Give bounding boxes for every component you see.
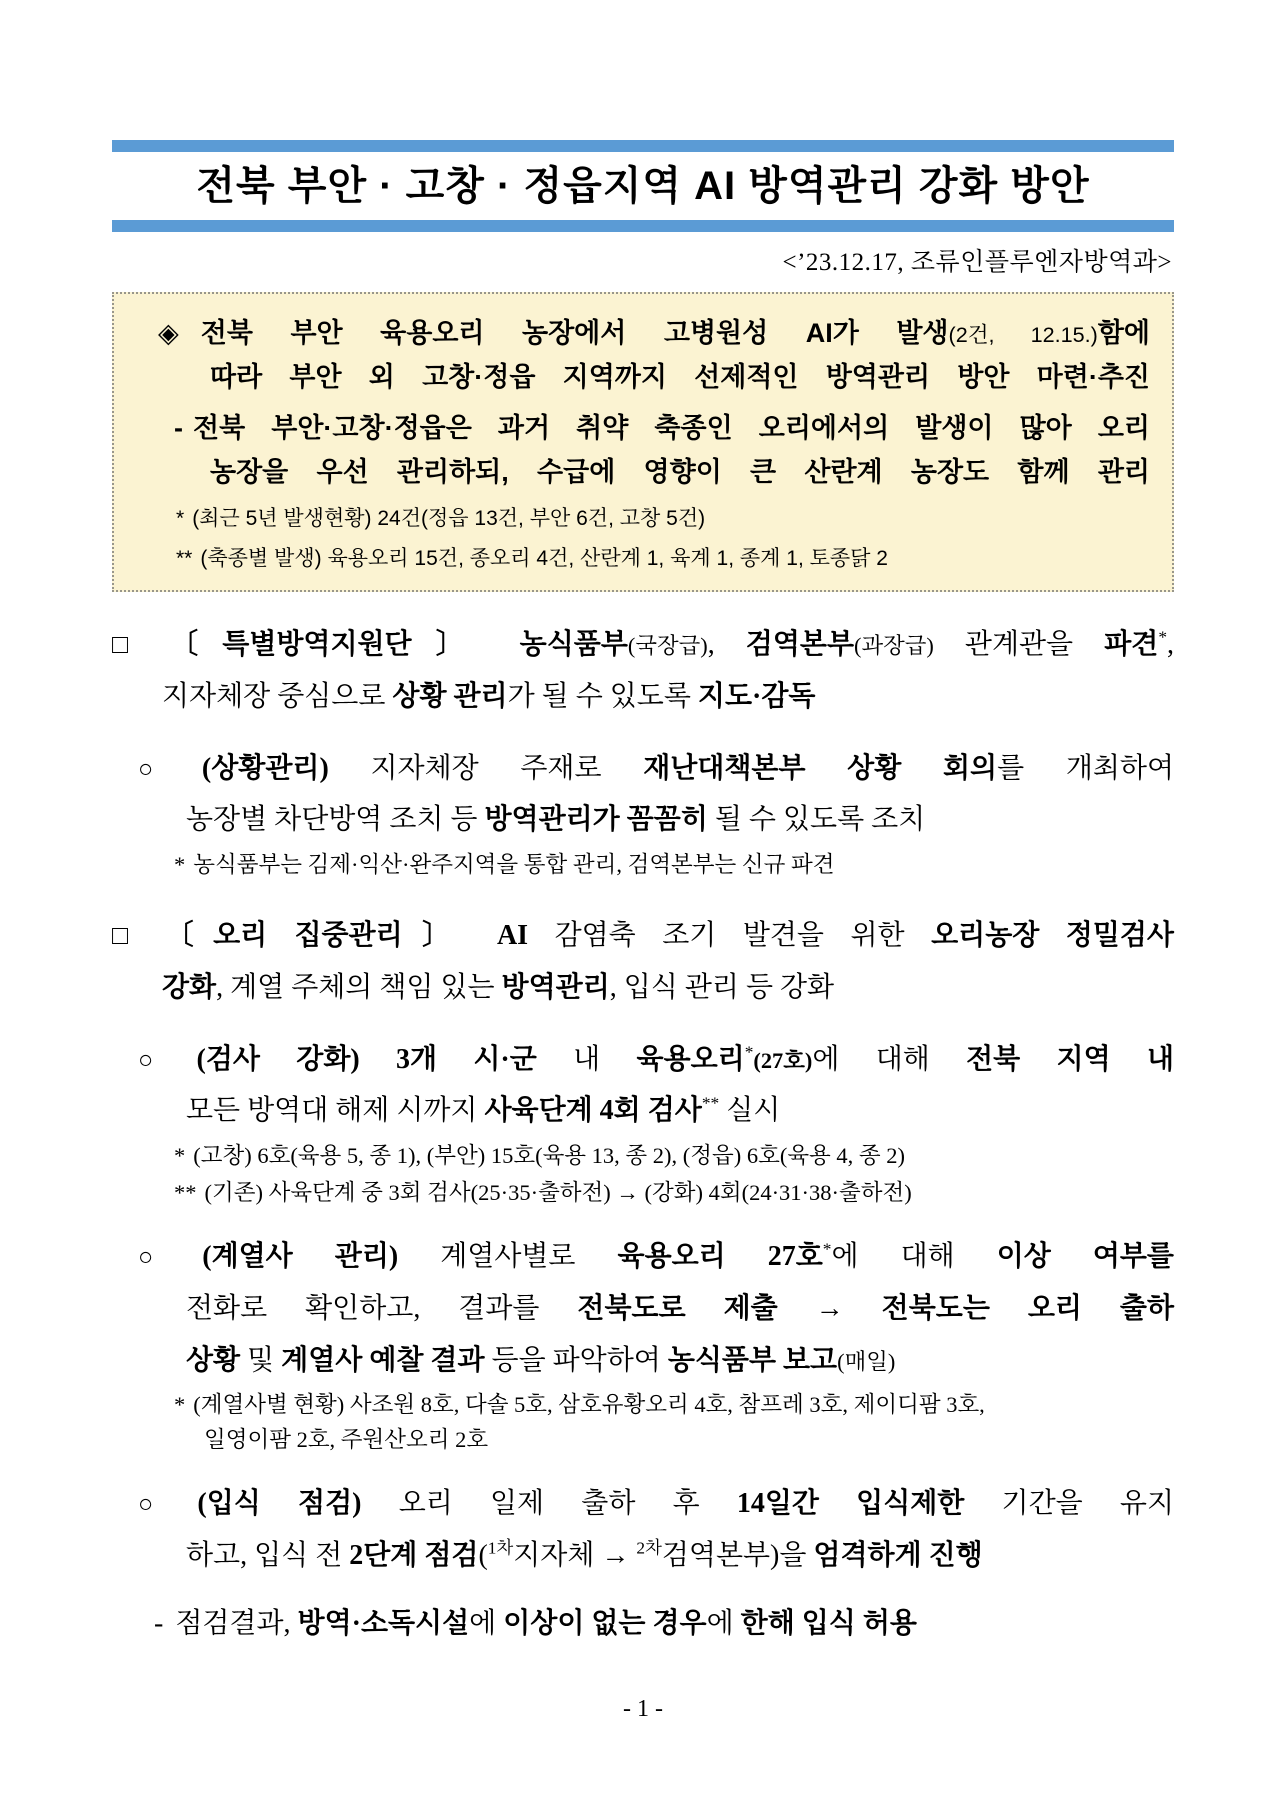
text-run: 전북 부안 육용오리 농장에서 고병원성 AI가 발생	[200, 318, 949, 348]
text-run: 에 대해	[831, 1241, 997, 1273]
text-run: 파견	[1104, 629, 1159, 661]
text-run: 3개 시·군	[396, 1043, 537, 1075]
summary-box	[112, 292, 1174, 592]
text-run: (고창) 6호(육용 5, 종 1), (부안) 15호(육용 13, 종 2), (정읍) 6호(육용 4, 종 2)	[193, 1143, 906, 1169]
text-run: 농식품부는 김제·익산·완주지역을 통합 관리, 검역본부는 신규 파견	[193, 852, 835, 878]
text-run: 재난대책본부 상황 회의	[643, 752, 998, 784]
text-run: 강화	[162, 971, 217, 1003]
text-run: **	[701, 1094, 720, 1114]
summary-footnote	[136, 503, 1150, 536]
document-body	[112, 618, 1174, 1650]
text-run: 전북 지역 내	[966, 1043, 1174, 1075]
summary-footnote	[136, 543, 1150, 576]
bullet-marker: □	[112, 629, 153, 660]
summary-line	[136, 312, 1150, 356]
bullet-marker: *	[174, 852, 186, 878]
text-run: 검역본부)을	[661, 1539, 814, 1571]
text-run: 방역관리	[501, 971, 610, 1003]
footnote-line	[174, 1176, 1174, 1211]
text-run: (계열사 관리)	[202, 1241, 441, 1273]
bullet-line	[138, 1034, 1174, 1086]
text-run: 지자체장 주재로	[370, 752, 644, 784]
text-run: 농식품부	[519, 629, 628, 661]
bullet-marker: ○	[138, 1244, 189, 1272]
text-run: 점검결과,	[175, 1607, 298, 1639]
text-run: (입식 점검)	[197, 1488, 399, 1520]
bullet-marker: ○	[138, 1046, 183, 1074]
text-run: (	[478, 1539, 488, 1571]
text-run: 함에	[1097, 318, 1150, 348]
text-run: 따라 부안 외 고창·정읍 지역까지 선제적인 방역관리 방안 마련·추진	[210, 361, 1150, 392]
text-run: 2차	[636, 1538, 662, 1558]
text-run: (검사 강화)	[196, 1043, 397, 1075]
text-run: 계열사 예찰 결과	[281, 1344, 485, 1376]
text-run: (2건, 12.15.)	[948, 322, 1098, 347]
text-run: , 입식 관리 등 강화	[609, 971, 835, 1003]
bullet-line	[138, 794, 1174, 846]
summary-subline	[136, 451, 1150, 495]
text-run: 모든 방역대 해제 시까지	[186, 1095, 485, 1127]
bullet-marker: *	[176, 506, 185, 530]
title-block	[112, 140, 1174, 278]
bullet-marker: **	[176, 547, 193, 571]
section-heading-line	[112, 909, 1174, 962]
bullet-marker: ○	[138, 1491, 184, 1519]
text-run: 육용오리	[636, 1043, 745, 1075]
text-run: 1차	[487, 1538, 514, 1558]
text-run: 전북도는 오리 출하	[881, 1292, 1175, 1324]
text-run: *	[1158, 627, 1167, 647]
text-run: ,	[1167, 629, 1174, 661]
bullet-marker: ◈	[158, 318, 179, 348]
bullet-marker: ○	[138, 755, 188, 783]
text-run: 〔오리 집중관리〕	[165, 919, 497, 951]
bullet-line	[138, 1478, 1174, 1530]
text-run: 가 될 수 있도록	[507, 680, 698, 712]
text-run: (상황관리)	[201, 752, 371, 784]
title-top-bar	[112, 140, 1174, 152]
text-run: 전북도로 제출	[577, 1292, 778, 1324]
text-run: (국장급)	[627, 633, 708, 659]
text-run: 농장별 차단방역 조치 등	[186, 804, 485, 836]
text-run: 관계관을	[933, 629, 1105, 661]
bullet-line	[138, 743, 1174, 795]
text-run: 내	[536, 1043, 637, 1075]
text-run: 사육단계 4회 검사	[484, 1095, 702, 1127]
text-run: 될 수 있도록 조치	[707, 804, 926, 836]
text-run: (27호)	[753, 1047, 813, 1073]
text-run: 방역관리가 꼼꼼히	[484, 804, 708, 836]
bullet-line	[138, 1231, 1174, 1283]
text-run: (매일)	[837, 1348, 896, 1374]
text-run: 에	[706, 1607, 741, 1639]
text-run: →	[777, 1292, 882, 1324]
text-run: 엄격하게 진행	[813, 1539, 983, 1571]
sub-item-line	[154, 1598, 1174, 1650]
title-bottom-bar	[112, 220, 1174, 232]
text-run: 기간을 유지	[964, 1488, 1174, 1520]
text-run: AI	[496, 920, 529, 952]
text-run: 및	[240, 1344, 282, 1376]
section-heading-line	[112, 962, 1174, 1014]
summary-line	[136, 356, 1150, 400]
text-run: 일영이팜 2호, 주원산오리 2호	[204, 1427, 489, 1453]
text-run: (계열사별 현황) 사조원 8호, 다솔 5호, 삼호유황오리 4호, 참프레 3호, 제이디팜 3호,	[193, 1392, 985, 1418]
text-run: 오리농장 정밀검사	[931, 920, 1174, 952]
text-run: 방역·소독시설	[297, 1607, 470, 1639]
text-run: *	[822, 1239, 832, 1259]
text-run: 오리 일제 출하 후	[398, 1488, 737, 1520]
text-run: 이상이 없는 경우	[503, 1607, 707, 1639]
footnote-line	[174, 1388, 1174, 1423]
summary-subline	[136, 407, 1150, 451]
text-run: 농식품부 보고	[667, 1344, 838, 1376]
text-run: 에 대해	[812, 1043, 967, 1075]
page-number: - 1 -	[623, 1695, 663, 1722]
bullet-marker: *	[174, 1392, 186, 1418]
text-run: 한해 입식 허용	[740, 1607, 917, 1639]
text-run: 2단계 점검	[349, 1539, 479, 1571]
text-run: (기존) 사육단계 중 3회 검사(25·35·출하전) → (강화) 4회(24·31·38·출하전)	[204, 1180, 912, 1206]
text-run: 상황	[186, 1344, 241, 1376]
text-run: 지자체장 중심으로	[162, 680, 393, 712]
text-run: 전화로 확인하고, 결과를	[186, 1292, 578, 1324]
text-run: 〔특별방역지원단〕	[170, 628, 520, 660]
text-run: *	[744, 1042, 754, 1062]
footnote-line	[204, 1423, 1174, 1458]
text-run: 이상 여부를	[996, 1241, 1174, 1273]
bullet-marker: **	[174, 1180, 197, 1206]
text-run: 육용오리 27호	[617, 1241, 823, 1273]
text-run: 하고, 입식 전	[186, 1539, 350, 1571]
text-run: 농장을 우선 관리하되, 수급에 영향이 큰 산란계 농장도 함께 관리	[210, 457, 1150, 488]
text-run: 등을 파악하여	[484, 1344, 668, 1376]
date-department-line: <’23.12.17, 조류인플루엔자방역과>	[782, 249, 1172, 276]
bullet-marker: □	[112, 920, 148, 951]
bullet-line	[138, 1530, 1174, 1582]
footnote-line	[174, 1139, 1174, 1174]
bullet-line	[138, 1335, 1174, 1387]
text-run: 전북 부안·고창·정읍은 과거 취약 축종인 오리에서의 발생이 많아 오리	[193, 413, 1150, 444]
bullet-marker: -	[174, 413, 183, 444]
text-run: 를 개최하여	[997, 752, 1175, 784]
text-run: 실시	[719, 1095, 781, 1127]
document-title: 전북 부안 · 고창 · 정읍지역 AI 방역관리 강화 방안	[196, 164, 1090, 208]
footnote-line	[174, 848, 1174, 883]
bullet-line	[138, 1085, 1174, 1137]
text-run: (축종별 발생) 육용오리 15건, 종오리 4건, 산란계 1, 육계 1, 종계 1, 토종닭 2	[200, 547, 888, 571]
section-heading-line	[112, 671, 1174, 723]
section-heading-line	[112, 618, 1174, 671]
bullet-line	[138, 1283, 1174, 1335]
bullet-marker: -	[154, 1607, 164, 1639]
text-run: 지도·감독	[697, 680, 816, 712]
text-run: 상황 관리	[392, 680, 508, 712]
text-run: 14일간 입식제한	[736, 1488, 965, 1520]
text-run: (과장급)	[854, 633, 934, 659]
text-run: 에	[469, 1607, 504, 1639]
bullet-marker: *	[174, 1143, 186, 1169]
text-run: 지자체 →	[513, 1539, 637, 1571]
text-run: 계열사별로	[440, 1241, 618, 1273]
text-run: 검역본부	[745, 629, 854, 661]
text-run: , 계열 주체의 책임 있는	[216, 971, 502, 1003]
text-run: (최근 5년 발생현황) 24건(정읍 13건, 부안 6건, 고창 5건)	[192, 506, 706, 530]
text-run: ,	[707, 629, 746, 661]
text-run: 감염축 조기 발견을 위한	[528, 920, 932, 952]
